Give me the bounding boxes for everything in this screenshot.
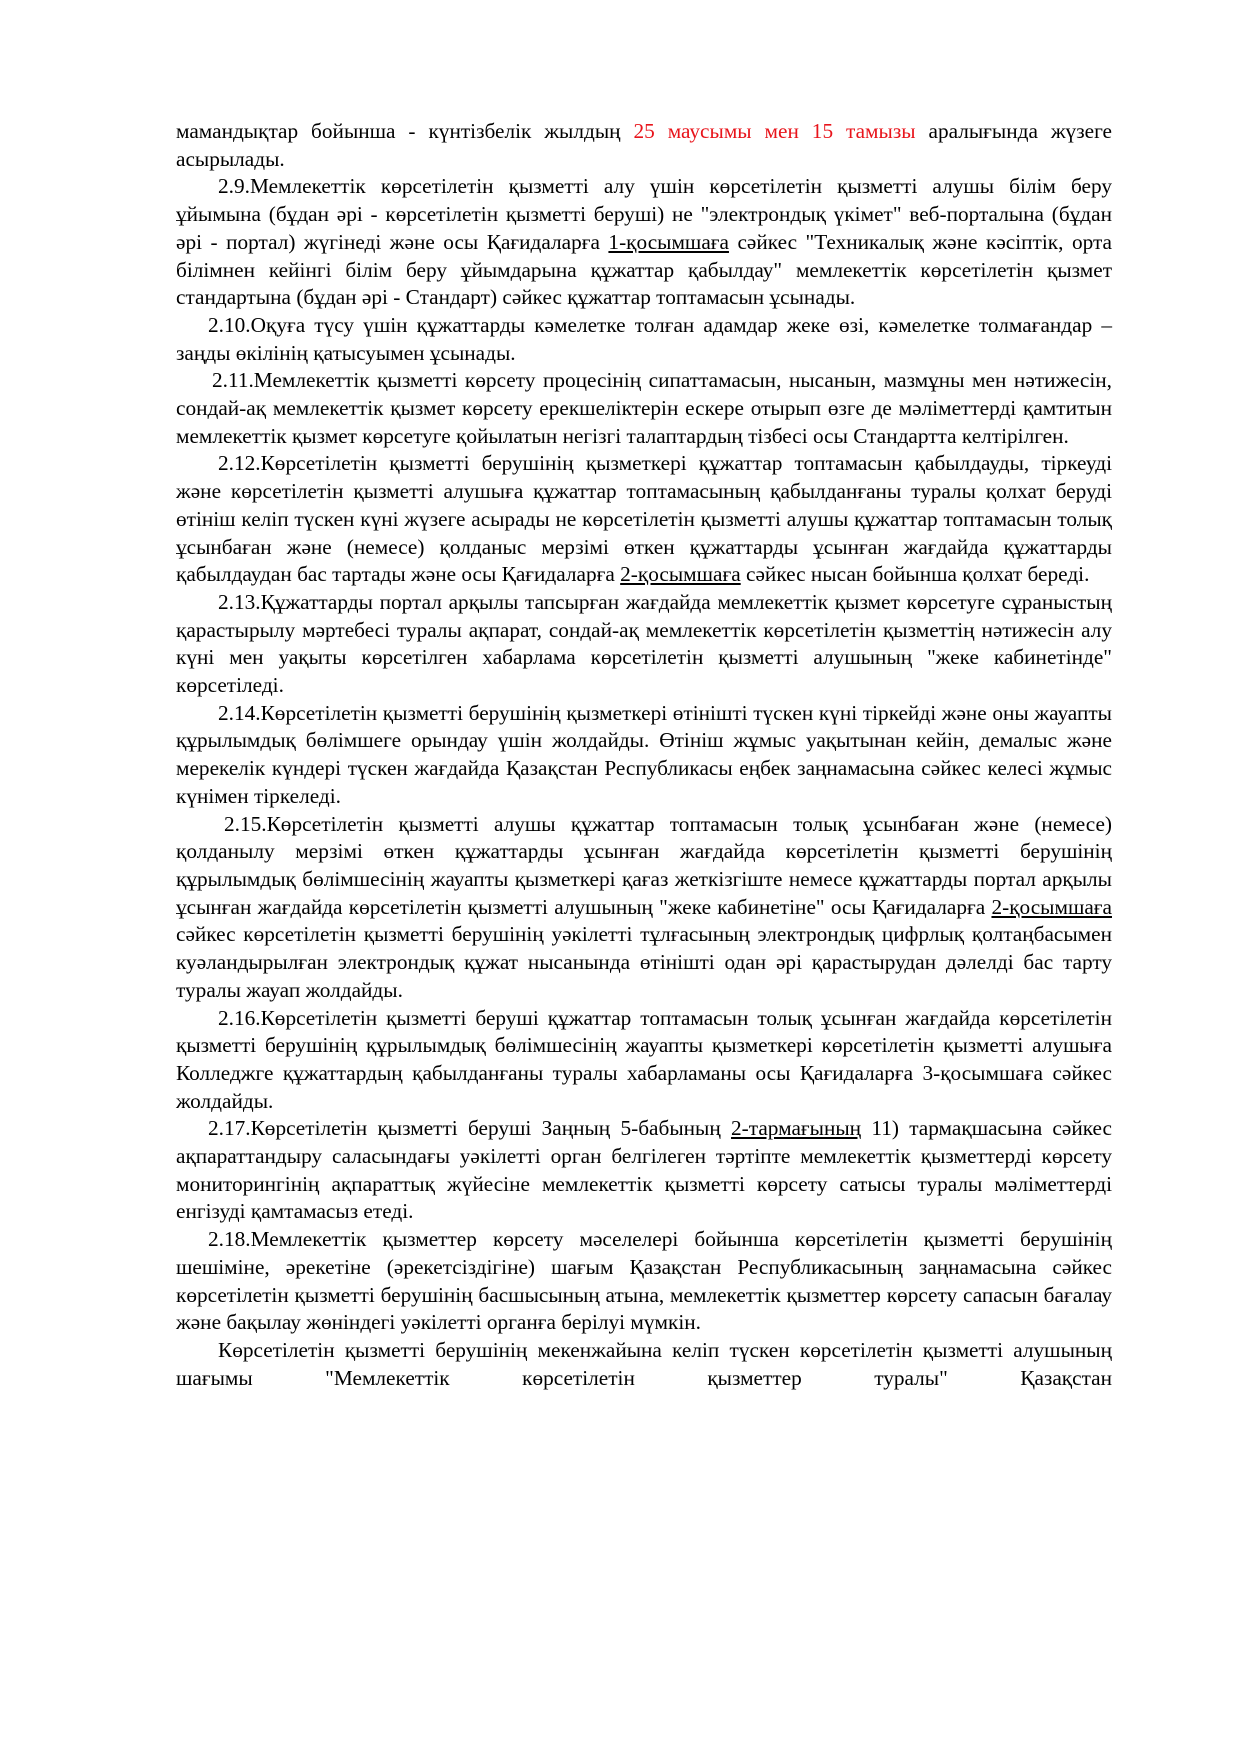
paragraph-text: сәйкес көрсетілетін қызметті берушінің уәкілетті тұлғасының электрондық цифрлық қолтаңбасымен куәландырылған электрондық құжат нысанында өтінішті одан әрі қарастырудан дәлелді бас тарту туралы жауап жолдайды. — [176, 922, 1112, 1002]
paragraph-text: сәйкес нысан бойынша қолхат береді. — [740, 562, 1090, 587]
paragraph-2-10: 2.10.Оқуға түсу үшін құжаттарды кәмелетке толған адамдар жеке өзі, кәмелетке толмағандар – заңды өкілінің қатысуымен ұсынады. — [176, 312, 1112, 365]
paragraph-text: мамандықтар бойынша - күнтізбелік жылдың — [176, 119, 634, 143]
paragraph-text: 2.15.Көрсетілетін қызметті алушы құжаттар топтамасын толық ұсынбаған және (немесе) қолданылу мерзімі өткен құжаттарды ұсынған жағдайда көрсетілетін қызметті берушінің құрылымдық бөлімшесінің жауапты қызметкері қағаз жеткізгіште немесе құжаттарды портал арқылы ұсынған жағдайда көрсетілетін қызметті алушының "жеке кабинетіне" осы Қағидаларға — [176, 811, 1112, 919]
paragraph-text: 2.9.Мемлекеттік көрсетілетін қызметті алу үшін көрсетілетін қызметті алушы білім беру ұйымына (бұдан әрі - көрсетілетін қызметті беруші) не "электрондық үкімет" веб-порталына (бұдан әрі - портал) жүгінеді және осы Қағидаларға — [176, 174, 1112, 254]
highlighted-dates: 25 маусымы мен 15 тамызы — [633, 119, 916, 143]
paragraph-2-16: 2.16.Көрсетілетін қызметті беруші құжаттар топтамасын толық ұсынған жағдайда көрсетілетін қызметті берушінің құрылымдық бөлімшесінің жауапты қызметкері көрсетілетін қызметті алушыға Колледжге құжаттардың қабылданғаны туралы хабарламаны осы Қағидаларға 3-қосымшаға сәйкес жолдайды. — [176, 1005, 1112, 1113]
paragraph-text: 2.17.Көрсетілетін қызметті беруші Заңның 5-бабының — [208, 1116, 732, 1141]
paragraph-2-9 — [176, 173, 1112, 312]
paragraph-2-18: 2.18.Мемлекеттік қызметтер көрсету мәселелері бойынша көрсетілетін қызметті берушінің шешіміне, әрекетіне (әрекетсіздігіне) шағым Қазақстан Республикасының заңнамасына сәйкес көрсетілетін қызметті берушінің басшысының атына, мемлекеттік қызметтер көрсету сапасын бағалау және бақылау жөніндегі уәкілетті органға берілуі мүмкін. — [176, 1227, 1112, 1335]
paragraph-2-15 — [176, 811, 1112, 1005]
paragraph-2-14: 2.14.Көрсетілетін қызметті берушінің қызметкері өтінішті түскен күні тіркейді және оны жауапты құрылымдық бөлімшеге орындау үшін жолдайды. Өтініш жұмыс уақытынан кейін, демалыс және мерекелік күндері түскен жағдайда Қазақстан Республикасы еңбек заңнамасына сәйкес келесі жұмыс күнімен тіркеледі. — [176, 700, 1112, 808]
paragraph-2-11: 2.11.Мемлекеттік қызметті көрсету процесінің сипаттамасын, нысанын, мазмұны мен нәтижесін, сондай-ақ мемлекеттік қызмет көрсету ерекшеліктерін ескере отырып өзге де мәліметтерді қамтитын мемлекеттік қызмет көрсетуге қойылатын негізгі талаптардың тізбесі осы Стандартта келтірілген. — [176, 368, 1112, 448]
paragraph-continuation — [176, 118, 1112, 173]
paragraph-text: 11) тармақшасына сәйкес ақпараттандыру саласындағы уәкілетті орган белгілеген тәртіпте мемлекеттік қызметтерді көрсету мониторингінің ақпараттық жүйесіне мемлекеттік қызметті көрсету сатысы туралы мәліметтерді енгізуді қамтамасыз етеді. — [176, 1116, 1112, 1224]
paragraph-2-13: 2.13.Құжаттарды портал арқылы тапсырған жағдайда мемлекеттік қызмет көрсетуге сұраныстың қарастырылу мәртебесі туралы ақпарат, сондай-ақ мемлекеттік көрсетілетін қызметтің нәтижесін алу күні мен уақыты көрсетілген хабарлама көрсетілетін қызметті алушының "жеке кабинетінде" көрсетіледі. — [176, 589, 1112, 698]
paragraph-complaint: Көрсетілетін қызметті берушінің мекенжайына келіп түскен көрсетілетін қызметті алушының шағымы "Мемлекеттік көрсетілетін қызметтер туралы" Қазақстан — [176, 1337, 1112, 1390]
paragraph-2-17 — [176, 1115, 1112, 1226]
appendix-1-link[interactable]: 1-қосымшаға — [608, 229, 729, 254]
paragraph-text: 2.12.Көрсетілетін қызметті берушінің қызметкері құжаттар топтамасын қабылдауды, тіркеуді және көрсетілетін қызметті алушыға құжаттар топтамасының қабылданғаны туралы қолхат беруді өтініш келіп түскен күні жүзеге асырады не көрсетілетін қызметті алушы құжаттар топтамасын толық ұсынбаған және (немесе) қолданыс мерзімі өткен құжаттарды ұсынған жағдайда құжаттарды қабылдаудан бас тартады және осы Қағидаларға — [176, 451, 1112, 587]
clause-2-link[interactable]: 2-тармағының — [731, 1116, 862, 1141]
document-page — [176, 118, 1112, 1392]
paragraph-text: аралығында жүзеге асырылады. — [176, 119, 1112, 171]
appendix-2-link[interactable]: 2-қосымшаға — [620, 562, 741, 587]
paragraph-2-12 — [176, 450, 1112, 589]
paragraph-text: сәйкес "Техникалық және кәсіптік, орта білімнен кейінгі білім беру ұйымдарына құжаттар қабылдау" мемлекеттік көрсетілетін қызмет стандартына (бұдан әрі - Стандарт) сәйкес құжаттар топтамасын ұсынады. — [176, 229, 1112, 310]
appendix-2-link[interactable]: 2-қосымшаға — [991, 894, 1112, 919]
